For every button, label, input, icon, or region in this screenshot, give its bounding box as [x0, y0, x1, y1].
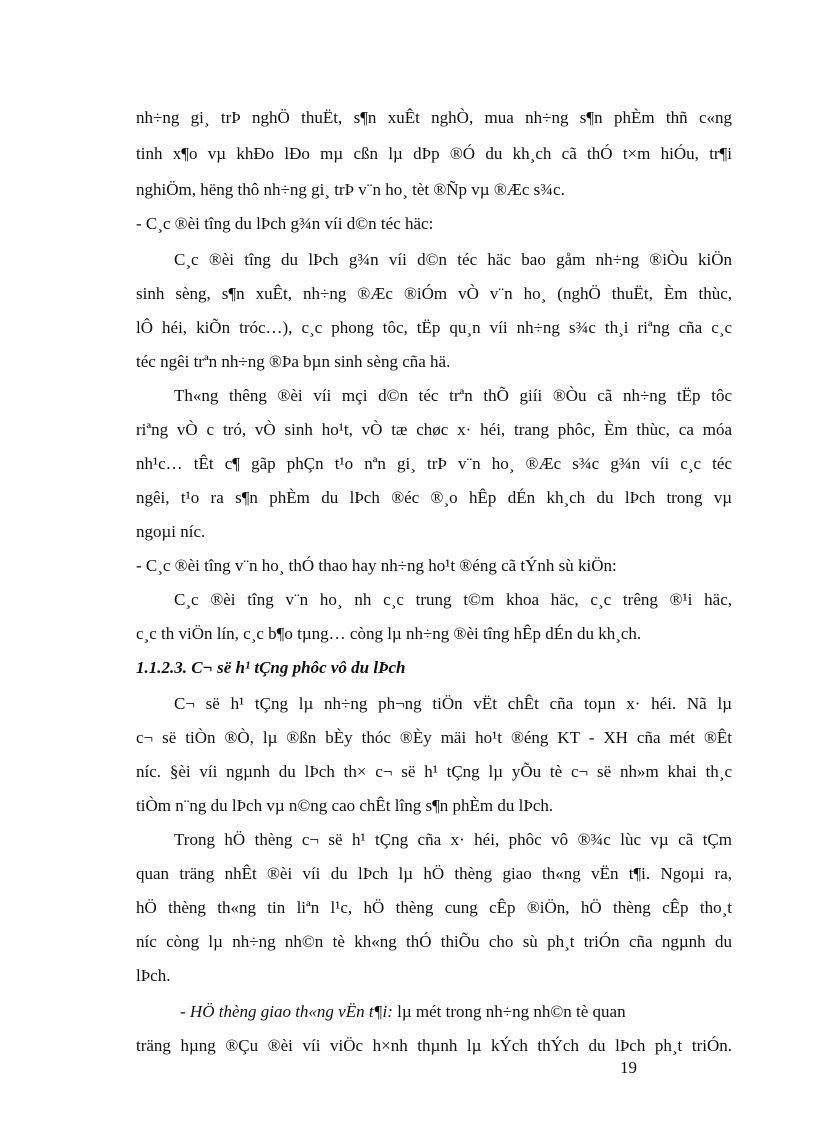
- transport-line: [180, 1000, 626, 1024]
- text-line-6: sinh sèng, s¶n xuÊt, nh÷ng ®Æc ®iÓm vÒ v¨n ho¸ (nghÖ thuËt, Èm thùc,: [136, 284, 732, 303]
- text-line-18: C¬ së h¹ tÇng lµ nh÷ng ph¬ng tiÖn vËt chÊt cña toµn x· héi. Nã lµ: [174, 694, 732, 713]
- section-heading: 1.1.2.3. C¬ së h¹ tÇng phôc vô du lÞch: [136, 658, 406, 677]
- text-line-26: lÞch.: [136, 966, 171, 985]
- text-line-20: níc. §èi víi ngµnh du lÞch th× c¬ së h¹ tÇng lµ yÕu tè c¬ së nh»m khai th¸c: [136, 762, 732, 781]
- text-line-11: nh¹c… tÊt c¶ gãp phÇn t¹o nªn gi¸ trÞ v¨n ho¸ ®Æc s¾c g¾n víi c¸c téc: [136, 454, 732, 473]
- text-line-10: riªng vÒ c tró, vÒ sinh ho¹t, vÒ tæ chøc x· héi, trang phôc, Èm thùc, ca móa: [136, 420, 732, 439]
- text-line-24: hÖ thèng th«ng tin liªn l¹c, hÖ thèng cung cÊp ®iÖn, hÖ thèng cÊp tho¸t: [136, 898, 732, 917]
- page-number: 19: [620, 1058, 637, 1077]
- text-line-28: träng hµng ®Çu ®èi víi viÖc h×nh thµnh lµ kÝch thÝch du lÞch ph¸t triÓn.: [136, 1036, 732, 1055]
- text-line-15: C¸c ®èi tîng v¨n ho¸ nh c¸c trung t©m khoa häc, c¸c trêng ®¹i häc,: [174, 590, 732, 609]
- text-line-19: c¬ së tiÒn ®Ò, lµ ®ßn bÈy thóc ®Èy mäi ho¹t ®éng KT - XH cña mét ®Êt: [136, 728, 732, 747]
- transport-heading: - HÖ thèng giao th«ng vËn t¶i:: [180, 1002, 393, 1021]
- text-line-7: lÔ héi, kiÕn tróc…), c¸c phong tôc, tËp qu¸n víi nh÷ng s¾c th¸i riªng cña c¸c: [136, 318, 732, 337]
- text-line-12: ngêi, t¹o ra s¶n phÈm du lÞch ®éc ®¸o hÊp dÉn kh¸ch du lÞch trong vµ: [136, 488, 732, 507]
- text-line-25: níc còng lµ nh÷ng nh©n tè kh«ng thÓ thiÕu cho sù ph¸t triÓn cña ngµnh du: [136, 932, 732, 951]
- text-line-13: ngoµi níc.: [136, 522, 206, 541]
- text-line-16: c¸c th viÖn lín, c¸c b¶o tµng… còng lµ nh÷ng ®èi tîng hÊp dÉn du kh¸ch.: [136, 624, 642, 643]
- text-line-8: téc ngêi trªn nh÷ng ®Þa bµn sinh sèng cña hä.: [136, 352, 451, 371]
- text-line-22: Trong hÖ thèng c¬ së h¹ tÇng cña x· héi, phôc vô ®¾c lùc vµ cã tÇm: [174, 830, 732, 849]
- transport-description: lµ mét trong nh÷ng nh©n tè quan: [392, 1002, 626, 1021]
- text-line-23: quan träng nhÊt ®èi víi du lÞch lµ hÖ thèng giao th«ng vËn t¶i. Ngoµi ra,: [136, 864, 732, 883]
- text-line-5: C¸c ®èi tîng du lÞch g¾n víi d©n téc häc bao gåm nh÷ng ®iÒu kiÖn: [174, 250, 732, 269]
- text-line-21: tiÒm n¨ng du lÞch vµ n©ng cao chÊt lîng s¶n phÈm du lÞch.: [136, 796, 554, 815]
- text-line-1: nh÷ng gi¸ trÞ nghÖ thuËt, s¶n xuÊt nghÒ, mua nh÷ng s¶n phÈm thñ c«ng: [136, 108, 732, 127]
- text-line-9: Th«ng thêng ®èi víi mçi d©n téc trªn thÕ giíi ®Òu cã nh÷ng tËp tôc: [174, 386, 732, 405]
- text-line-2: tinh x¶o vµ khÐo lÐo mµ cßn lµ dÞp ®Ó du kh¸ch cã thÓ t×m hiÓu, tr¶i: [136, 144, 732, 163]
- bullet-heading-ethnology: - C¸c ®èi tîng du lÞch g¾n víi d©n téc häc:: [136, 214, 434, 233]
- bullet-heading-culture-sport: - C¸c ®èi tîng v¨n ho¸ thÓ thao hay nh÷ng ho¹t ®éng cã tÝnh sù kiÖn:: [136, 556, 617, 575]
- text-line-3: nghiÖm, hëng thô nh÷ng gi¸ trÞ v¨n ho¸ tèt ®Ñp vµ ®Æc s¾c.: [136, 180, 565, 199]
